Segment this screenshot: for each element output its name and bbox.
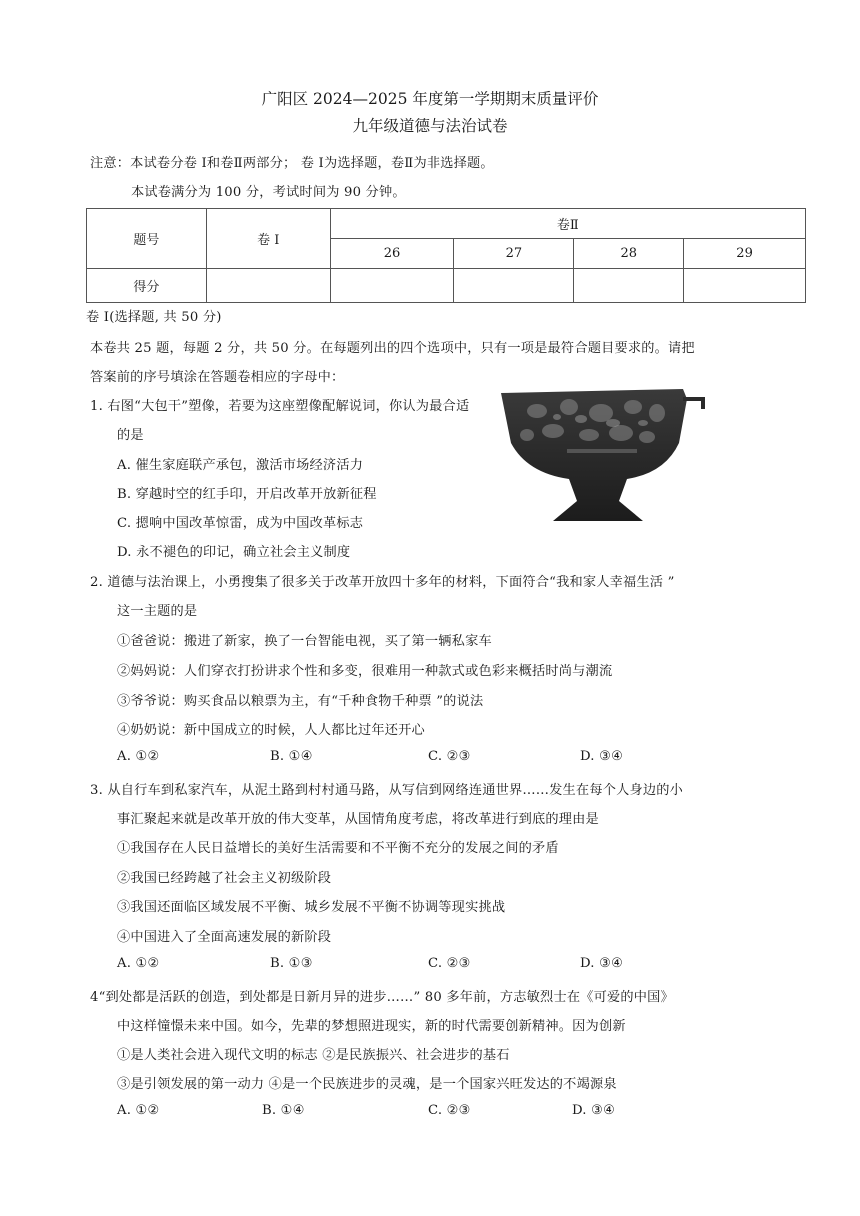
section1-heading: 卷 Ⅰ(选择题, 共 50 分)	[86, 310, 222, 325]
question-29-header: 29	[684, 239, 806, 269]
exam-subtitle: 九年级道德与法治试卷	[352, 117, 508, 135]
question-1-stem-1: 1. 右图“大包干”塑像，若要为这座塑像配解说词，你认为最合适	[90, 399, 470, 414]
question-4-option-d: D. ③④	[572, 1103, 616, 1118]
question-2-option-b: B. ①④	[270, 749, 313, 764]
question-3-option-a: A. ①②	[117, 956, 160, 971]
question-2-option-c: C. ②③	[428, 749, 471, 764]
question-2-option-a: A. ①②	[117, 749, 160, 764]
question-2-statement-2: ②妈妈说：人们穿衣打扮讲求个性和多变，很难用一种款式或色彩来概括时尚与潮流	[117, 664, 613, 679]
question-3-stem-1: 3. 从自行车到私家汽车，从泥土路到村村通马路，从写信到网络连通世界……发生在每个人身边的小	[90, 783, 684, 798]
question-3-statement-4: ④中国进入了全面高速发展的新阶段	[117, 930, 332, 945]
score-cell-29	[684, 269, 806, 303]
question-4-option-b: B. ①④	[262, 1103, 305, 1118]
score-cell-26	[330, 269, 454, 303]
question-4-stem-1: 4“到处都是活跃的创造，到处都是日新月异的进步……” 80 多年前，方志敏烈士在《可爱的中国》	[90, 990, 674, 1005]
question-number-header: 题号	[87, 209, 207, 269]
score-cell-part1	[206, 269, 330, 303]
question-3-option-c: C. ②③	[428, 956, 471, 971]
sculpture-photo	[497, 383, 709, 523]
score-cell-27	[454, 269, 574, 303]
question-4-statement-1: ①是人类社会进入现代文明的标志 ②是民族振兴、社会进步的基石	[117, 1048, 510, 1063]
section1-intro-1: 本卷共 25 题，每题 2 分，共 50 分。在每题列出的四个选项中，只有一项是最符合题目要求的。请把	[90, 341, 695, 356]
question-28-header: 28	[574, 239, 684, 269]
question-2-statement-3: ③爷爷说：购买食品以粮票为主，有“千种食物千种票 ”的说法	[117, 694, 484, 709]
part2-header: 卷Ⅱ	[330, 209, 805, 239]
section1-intro-2: 答案前的序号填涂在答题卷相应的字母中：	[90, 370, 345, 385]
question-1-option-c: C. 摁响中国改革惊雷，成为中国改革标志	[117, 516, 364, 531]
question-2-statement-1: ①爸爸说：搬进了新家，换了一台智能电视，买了第一辆私家车	[117, 634, 492, 649]
part1-header: 卷 Ⅰ	[206, 209, 330, 269]
question-3-statement-3: ③我国还面临区域发展不平衡、城乡发展不平衡不协调等现实挑战	[117, 900, 506, 915]
question-3-stem-2: 事汇聚起来就是改革开放的伟大变革，从国情角度考虑，将改革进行到底的理由是	[117, 812, 599, 827]
notice-line-1: 注意：本试卷分卷 Ⅰ和卷Ⅱ两部分； 卷 Ⅰ为选择题，卷Ⅱ为非选择题。	[90, 156, 494, 171]
score-table	[86, 208, 806, 303]
question-2-stem-1: 2. 道德与法治课上，小勇搜集了很多关于改革开放四十多年的材料，下面符合“我和家人幸福生活 ”	[90, 575, 675, 590]
question-1-option-b: B. 穿越时空的红手印，开启改革开放新征程	[117, 487, 377, 502]
question-27-header: 27	[454, 239, 574, 269]
question-4-stem-2: 中这样憧憬未来中国。如今，先辈的梦想照进现实，新的时代需要创新精神。因为创新	[117, 1019, 626, 1034]
notice-line-2: 本试卷满分为 100 分，考试时间为 90 分钟。	[131, 185, 406, 200]
question-4-statement-2: ③是引领发展的第一动力 ④是一个民族进步的灵魂，是一个国家兴旺发达的不竭源泉	[117, 1077, 617, 1092]
question-1-option-d: D. 永不褪色的印记，确立社会主义制度	[117, 545, 351, 560]
question-3-statement-1: ①我国存在人民日益增长的美好生活需要和不平衡不充分的发展之间的矛盾	[117, 841, 559, 856]
question-26-header: 26	[330, 239, 454, 269]
question-1-stem-2: 的是	[117, 428, 144, 443]
question-2-option-d: D. ③④	[580, 749, 624, 764]
question-4-option-c: C. ②③	[428, 1103, 471, 1118]
question-2-statement-4: ④奶奶说：新中国成立的时候，人人都比过年还开心	[117, 723, 425, 738]
question-1-option-a: A. 催生家庭联产承包，激活市场经济活力	[117, 458, 364, 473]
exam-title: 广阳区 2024—2025 年度第一学期期末质量评价	[261, 90, 599, 108]
question-3-option-d: D. ③④	[580, 956, 624, 971]
question-2-stem-2: 这一主题的是	[117, 604, 198, 619]
question-3-statement-2: ②我国已经跨越了社会主义初级阶段	[117, 871, 332, 886]
score-cell-28	[574, 269, 684, 303]
score-label: 得分	[87, 269, 207, 303]
question-4-option-a: A. ①②	[117, 1103, 160, 1118]
question-3-option-b: B. ①③	[270, 956, 313, 971]
